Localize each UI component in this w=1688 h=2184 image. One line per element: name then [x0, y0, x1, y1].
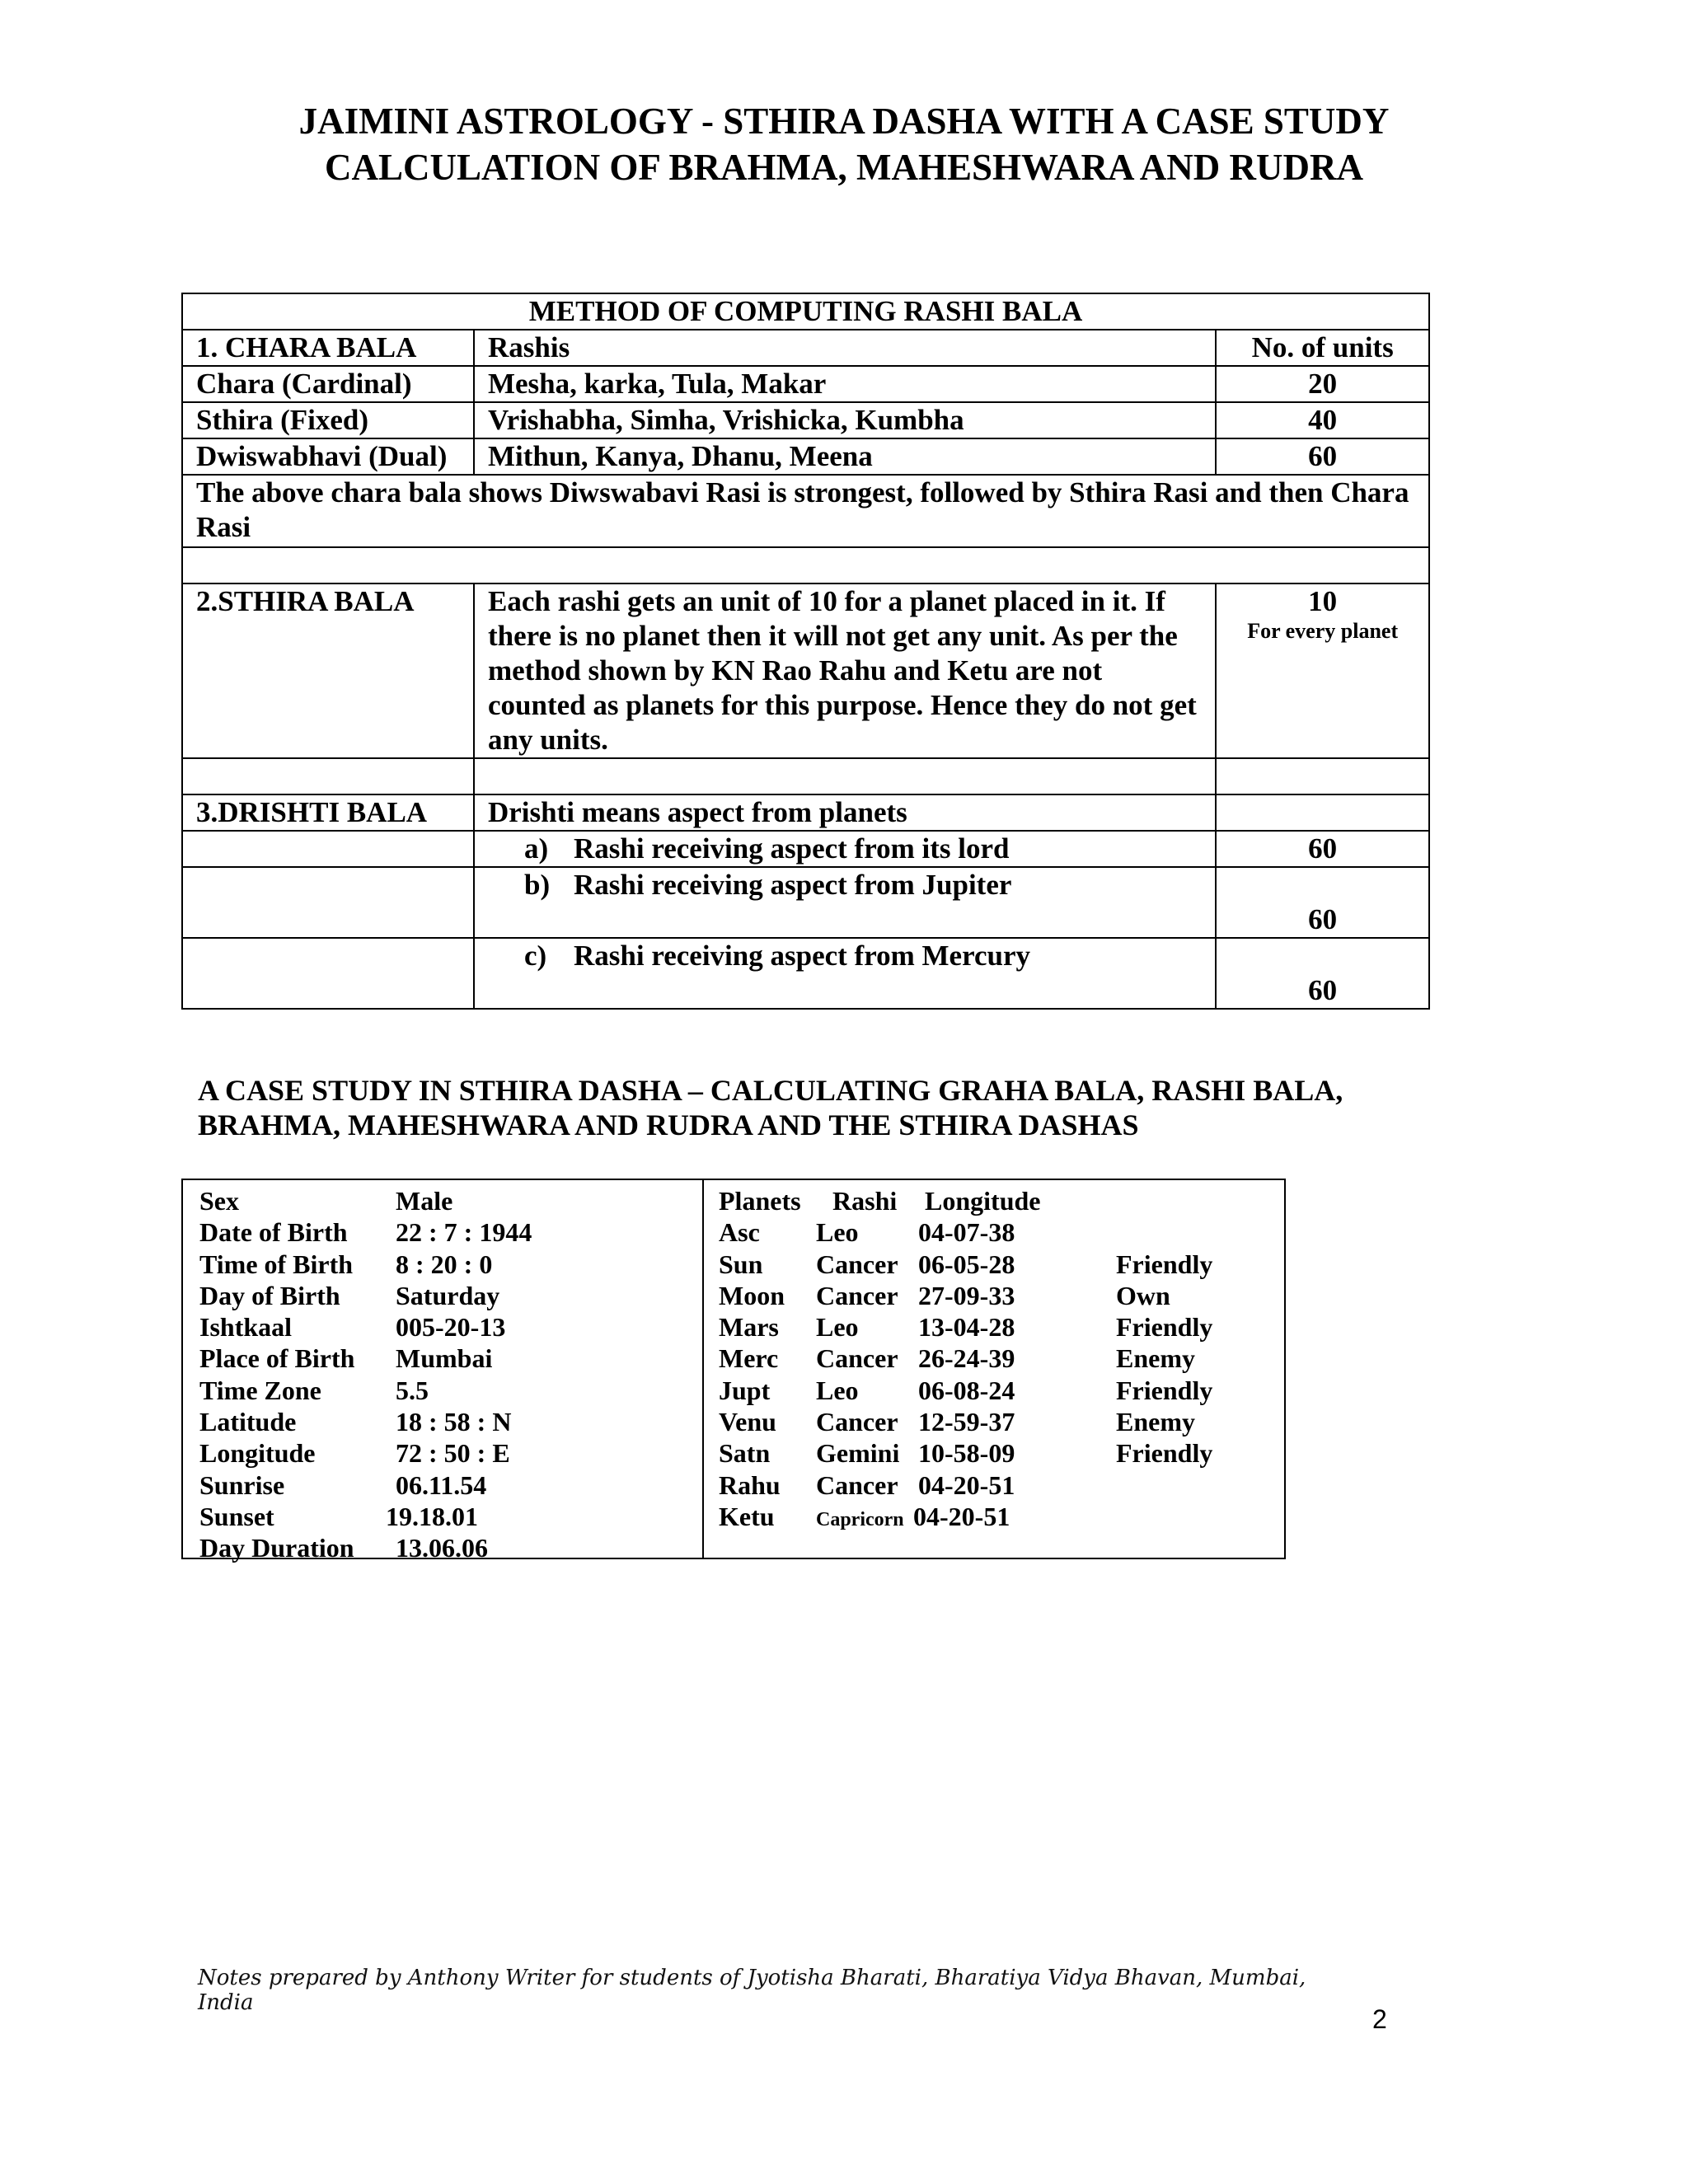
spacer-cell: [182, 831, 474, 867]
drishti-item: [474, 938, 1216, 1009]
table-row: [719, 1437, 1212, 1469]
table-row: [182, 438, 1429, 475]
planet-longitude: 13-04-28: [918, 1312, 1015, 1343]
rashi-bala-table: [181, 293, 1430, 1010]
page-number: 2: [1372, 2004, 1387, 2034]
planet-header-rashi: Rashi: [832, 1186, 898, 1216]
birth-value: 5.5: [396, 1375, 429, 1405]
birth-value: Male: [396, 1186, 453, 1216]
birth-value: 19.18.01: [386, 1501, 478, 1531]
birth-label: Place of Birth: [199, 1343, 355, 1374]
list-item: [199, 1375, 532, 1406]
planet-positions: [719, 1185, 1212, 1532]
sthira-bala-units-cell: [1216, 583, 1429, 758]
birth-label: Longitude: [199, 1438, 316, 1469]
birth-label: Time Zone: [199, 1375, 321, 1405]
table-row: [182, 831, 1429, 867]
rashi-type: Dwiswabhavi (Dual): [182, 438, 474, 475]
list-item: [199, 1280, 532, 1311]
planet-longitude: 06-08-24: [918, 1375, 1015, 1405]
spacer-cell: [474, 758, 1216, 794]
planet-longitude: 04-20-51: [918, 1469, 1015, 1500]
drishti-bala-description: Drishti means aspect from planets: [474, 794, 1216, 831]
table-row: [719, 1216, 1212, 1248]
sthira-bala-units-note: For every planet: [1247, 619, 1399, 643]
rashi-units: 60: [1216, 438, 1429, 475]
planet-name: Rahu: [719, 1469, 781, 1500]
birth-label: Latitude: [199, 1407, 297, 1437]
spacer-cell: [182, 938, 474, 1009]
table-row: [182, 938, 1429, 1009]
spacer-row: [182, 547, 1429, 583]
drishti-item: [474, 867, 1216, 938]
planet-name: Sun: [719, 1249, 763, 1279]
table-row: [719, 1406, 1212, 1437]
sthira-bala-description: Each rashi gets an unit of 10 for a planet placed in it. If there is no planet then it will not get any unit. As per the method shown by KN Rao Rahu and Ketu are not counted as planets for this purpose. Hence they do not get any units.: [474, 583, 1216, 758]
drishti-item-text: Rashi receiving aspect from its lord: [573, 832, 1010, 865]
planet-rashi: Cancer: [816, 1343, 898, 1374]
rashi-type: Chara (Cardinal): [182, 366, 474, 402]
table-row: [719, 1311, 1212, 1343]
sthira-bala-units: 10: [1308, 585, 1338, 617]
list-item: [199, 1216, 532, 1248]
birth-label: Day Duration: [199, 1533, 354, 1563]
col-header-rashis: Rashis: [474, 330, 1216, 366]
drishti-item-letter: c): [523, 940, 547, 972]
drishti-item-letter: a): [523, 832, 549, 865]
planet-rashi: Leo: [816, 1375, 859, 1405]
planet-rashi: Gemini: [816, 1438, 900, 1469]
planet-name: Asc: [719, 1217, 760, 1248]
spacer-cell: [1216, 794, 1429, 831]
document-title-line-1: JAIMINI ASTROLOGY - STHIRA DASHA WITH A CASE STUDY: [298, 101, 1390, 142]
list-item: [199, 1185, 532, 1216]
table-row: [719, 1469, 1212, 1501]
table-row: [719, 1375, 1212, 1406]
planet-relation: Friendly: [1116, 1375, 1213, 1405]
planet-rashi: Cancer: [816, 1469, 898, 1500]
birth-value: 72 : 50 : E: [396, 1438, 510, 1469]
planet-relation: Own: [1116, 1280, 1170, 1310]
document-title-line-2: CALCULATION OF BRAHMA, MAHESHWARA AND RUDRA: [324, 147, 1364, 188]
case-study-title: A CASE STUDY IN STHIRA DASHA – CALCULATING GRAHA BALA, RASHI BALA, BRAHMA, MAHESHWARA AND RUDRA AND THE STHIRA DASHAS: [198, 1074, 1343, 1141]
rashi-bala-heading: METHOD OF COMPUTING RASHI BALA: [182, 293, 1429, 330]
drishti-item-text: Rashi receiving aspect from Mercury: [573, 940, 1031, 972]
planet-rashi: Capricorn: [816, 1508, 904, 1530]
table-row: [719, 1343, 1212, 1374]
birth-label: Sex: [199, 1186, 239, 1216]
sthira-bala-label: 2.STHIRA BALA: [182, 583, 474, 758]
rashi-units: 40: [1216, 402, 1429, 438]
list-item: [199, 1311, 532, 1343]
list-item: [199, 1406, 532, 1437]
rashi-list: Vrishabha, Simha, Vrishicka, Kumbha: [474, 402, 1216, 438]
rashi-type: Sthira (Fixed): [182, 402, 474, 438]
footer-note: Notes prepared by Anthony Writer for students of Jyotisha Bharati, Bharatiya Vidya Bhavan, Mumbai, India: [198, 1966, 1306, 2015]
planet-longitude: 12-59-37: [918, 1407, 1015, 1437]
spacer-cell: [1216, 758, 1429, 794]
birth-value: Mumbai: [396, 1343, 493, 1374]
planet-relation: Enemy: [1116, 1343, 1195, 1374]
table-row: [719, 1249, 1212, 1280]
drishti-item-units: 60: [1216, 831, 1429, 867]
planet-longitude: 04-07-38: [918, 1217, 1015, 1248]
planet-longitude: 26-24-39: [918, 1343, 1015, 1374]
birth-value: 13.06.06: [396, 1533, 488, 1563]
planet-header: [719, 1185, 1212, 1216]
case-study-divider: [702, 1180, 704, 1558]
birth-details: [199, 1185, 532, 1564]
birth-label: Time of Birth: [199, 1249, 354, 1279]
rashi-list: Mithun, Kanya, Dhanu, Meena: [474, 438, 1216, 475]
case-study-box: [181, 1179, 1286, 1563]
rashi-list: Mesha, karka, Tula, Makar: [474, 366, 1216, 402]
planet-name: Venu: [719, 1407, 776, 1437]
birth-label: Ishtkaal: [199, 1312, 293, 1343]
birth-value: 8 : 20 : 0: [396, 1249, 493, 1279]
planet-name: Jupt: [719, 1375, 771, 1405]
birth-label: Sunset: [199, 1501, 274, 1531]
planet-rashi: Cancer: [816, 1249, 898, 1279]
table-row: [719, 1501, 1212, 1532]
planet-rashi: Cancer: [816, 1280, 898, 1310]
drishti-item-text: Rashi receiving aspect from Jupiter: [573, 869, 1012, 901]
list-item: [199, 1469, 532, 1501]
drishti-item-letter: b): [523, 869, 551, 901]
chara-bala-note: The above chara bala shows Diwswabavi Rasi is strongest, followed by Sthira Rasi and then Chara Rasi: [182, 475, 1429, 547]
planet-name: Satn: [719, 1438, 771, 1469]
planet-name: Moon: [719, 1280, 785, 1310]
birth-value: Saturday: [396, 1280, 500, 1310]
planet-rashi: Leo: [816, 1217, 859, 1248]
planet-longitude: 27-09-33: [918, 1280, 1015, 1310]
birth-label: Date of Birth: [199, 1217, 348, 1248]
spacer-cell: [182, 758, 474, 794]
birth-value: 06.11.54: [396, 1469, 487, 1500]
drishti-item-units: 60: [1216, 938, 1429, 1009]
planet-relation: Friendly: [1116, 1249, 1213, 1279]
birth-label: Sunrise: [199, 1469, 285, 1500]
planet-rashi: Cancer: [816, 1407, 898, 1437]
planet-rashi: Leo: [816, 1312, 859, 1343]
drishti-item-units: 60: [1216, 867, 1429, 938]
planet-relation: Friendly: [1116, 1438, 1213, 1469]
spacer-cell: [182, 867, 474, 938]
list-item: [199, 1532, 532, 1563]
birth-value: 005-20-13: [396, 1312, 506, 1343]
birth-label: Day of Birth: [199, 1280, 340, 1310]
planet-name: Merc: [719, 1343, 779, 1374]
planet-header-longitude: Longitude: [925, 1186, 1041, 1216]
planet-name: Ketu: [719, 1501, 775, 1531]
birth-value: 22 : 7 : 1944: [396, 1217, 532, 1248]
table-row: [182, 402, 1429, 438]
table-row: [719, 1280, 1212, 1311]
table-row: [182, 867, 1429, 938]
drishti-bala-label: 3.DRISHTI BALA: [182, 794, 474, 831]
planet-name: Mars: [719, 1312, 779, 1343]
drishti-item: [474, 831, 1216, 867]
list-item: [199, 1437, 532, 1469]
table-row: [182, 366, 1429, 402]
rashi-units: 20: [1216, 366, 1429, 402]
list-item: [199, 1343, 532, 1374]
list-item: [199, 1249, 532, 1280]
planet-longitude: 10-58-09: [918, 1438, 1015, 1469]
chara-bala-label: 1. CHARA BALA: [182, 330, 474, 366]
planet-relation: Enemy: [1116, 1407, 1195, 1437]
planet-header-planet: Planets: [719, 1186, 801, 1216]
planet-relation: Friendly: [1116, 1312, 1213, 1343]
birth-value: 18 : 58 : N: [396, 1407, 512, 1437]
planet-longitude: 06-05-28: [918, 1249, 1015, 1279]
planet-longitude: 04-20-51: [913, 1501, 1010, 1531]
col-header-units: No. of units: [1216, 330, 1429, 366]
list-item: [199, 1501, 532, 1532]
